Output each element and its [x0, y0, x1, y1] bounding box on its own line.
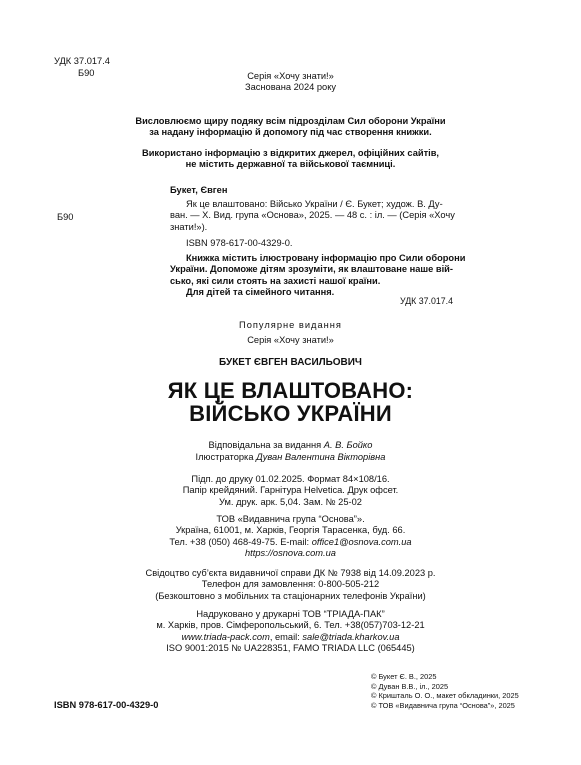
illustrator-label: Ілюстраторка [195, 452, 254, 462]
thanks-text: Висловлюємо щиру подяку всім підрозділам Сил оборони України за надану інформацію й допомогу під час створення книжки. [135, 116, 446, 138]
copyright-block [371, 672, 519, 710]
catalog-annotation: Книжка містить ілюстровану інформацію про Сили оборони України. Допоможе дітям зрозуміти, як влаштоване наше вій- сько, які сили стоять на захисті нашої країни. Для дітей та сімейного читання. [170, 253, 466, 298]
copyright-line: © Кришталь О. О., макет обкладинки, 2025 [371, 691, 519, 701]
author-full-name: БУКЕТ ЄВГЕН ВАСИЛЬОВИЧ [219, 357, 362, 368]
responsible-label: Відповідальна за видання [208, 440, 322, 450]
series-repeat: Серія «Хочу знати!» [247, 335, 334, 345]
printer-address: м. Харків, пров. Сімферопольський, 6. Тел. +38(057)703-12-21 [156, 620, 425, 631]
series-line: Серія «Хочу знати!» [247, 71, 334, 81]
series-block [0, 71, 581, 94]
printer-web: www.triada-pack.com, email: sale@triada.kharkov.ua [181, 631, 400, 642]
catalog-udk: УДК 37.017.4 [400, 296, 453, 306]
print-info: Підп. до друку 01.02.2025. Формат 84×108/16. Папір крейдяний. Гарнітура Helvetica. Друк офсет. Ум. друк. арк. 5,04. Зам. № 25-02 [182, 474, 399, 507]
edition-type: Популярне видання [239, 320, 342, 330]
printer-name: Надруковано у друкарні ТОВ “ТРІАДА-ПАК” [196, 609, 385, 619]
catalog-code: Б90 [57, 212, 74, 222]
illustrator-name: Дуван Валентина Вікторівна [256, 452, 386, 462]
publisher-site-link[interactable]: https://osnova.com.ua [245, 548, 336, 559]
printer-block [0, 609, 581, 655]
certificate-block: Свідоцтво суб’єкта видавничої справи ДК № 7938 від 14.09.2023 р. Телефон для замовлення: 0-800-505-212 (Безкоштовно з мобільних та стаціонарних телефонів України) [145, 568, 436, 601]
responsible-line [0, 440, 581, 451]
bbk-code-top: Б90 [78, 68, 95, 78]
printer-site-link[interactable]: www.triada-pack.com [181, 631, 270, 642]
publisher-contacts: Тел. +38 (050) 468-49-75. E-mail: office1@osnova.com.ua [169, 536, 412, 547]
printer-email-link[interactable]: sale@triada.kharkov.ua [302, 631, 400, 642]
title-line-1: ЯК ЦЕ ВЛАШТОВАНО: [167, 378, 414, 403]
sources-note: Використано інформацію з відкритих джерел, офіційних сайтів, не містить державної та військової таємниці. [141, 148, 440, 170]
illustrator-line [0, 452, 581, 463]
udk-code-top: УДК 37.017.4 [54, 56, 110, 66]
catalog-isbn: ISBN 978-617-00-4329-0. [186, 238, 293, 248]
copyright-line: © ТОВ «Видавнича група “Основа”», 2025 [371, 700, 515, 710]
catalog-description: Як це влаштовано: Військо України / Є. Букет; худож. В. Ду- ван. — Х. Вид. група «Основа», 2025. — 48 с. : іл. — (Серія «Хочу знати!»). [170, 199, 455, 232]
book-title [0, 380, 581, 425]
copyright-line: © Дуван В.В., іл., 2025 [371, 681, 449, 691]
publisher-email-link[interactable]: office1@osnova.com.ua [311, 536, 412, 547]
publisher-block [0, 514, 581, 560]
printer-iso: ISO 9001:2015 № UA228351, FAMO TRIADA LLC (065445) [166, 643, 415, 654]
publisher-address: Україна, 61001, м. Харків, Георгія Тарасенка, буд. 66. [175, 525, 406, 536]
copyright-line: © Букет Є. В., 2025 [371, 672, 437, 681]
publisher-name: ТОВ «Видавнича група “Основа”». [216, 514, 365, 524]
catalog-author: Букет, Євген [170, 185, 228, 195]
title-line-2: ВІЙСЬКО УКРАЇНИ [189, 400, 392, 426]
isbn-bottom: ISBN 978-617-00-4329-0 [54, 700, 159, 710]
series-founded: Заснована 2024 року [244, 82, 337, 93]
responsible-name: А. В. Бойко [323, 440, 373, 450]
